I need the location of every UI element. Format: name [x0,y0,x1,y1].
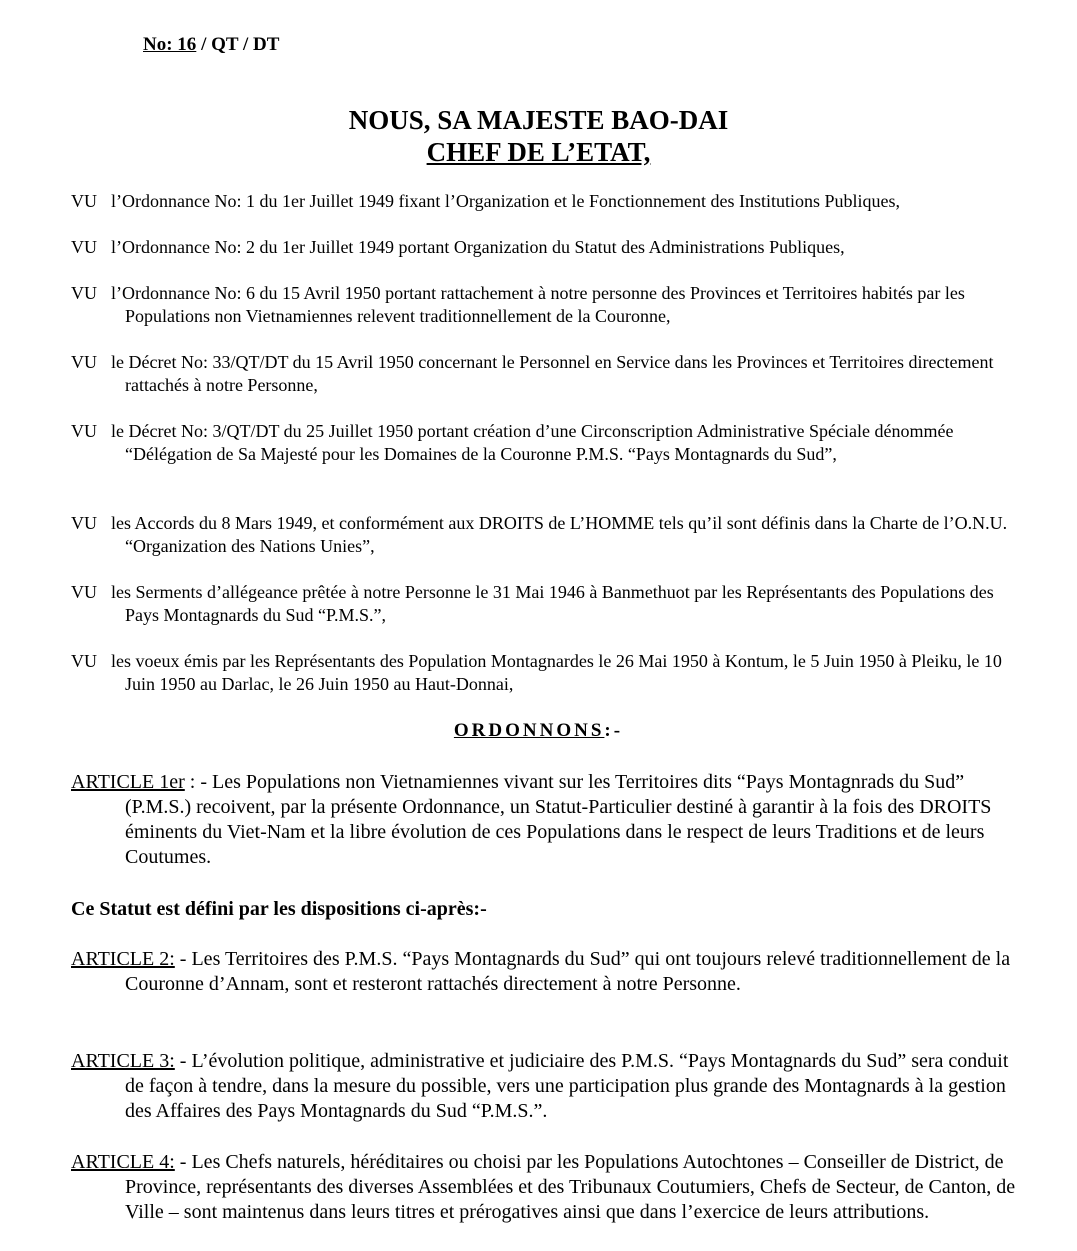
decree-reference [143,34,279,56]
article-label: ARTICLE 4: [71,1151,175,1173]
vu-item [71,236,1031,259]
vu-keyword: VU [71,191,97,211]
article-4 [71,1150,1016,1225]
vu-keyword: VU [71,421,97,441]
article-3 [71,1049,1016,1124]
vu-item [71,420,1031,466]
vu-text: les Serments d’allégeance prêtée à notre Personne le 31 Mai 1946 à Banmethuot par les Représentants des Populations des Pays Montagnards du Sud “P.M.S.”, [111,582,994,625]
article-1 [71,770,1016,870]
vu-text: le Décret No: 33/QT/DT du 15 Avril 1950 concernant le Personnel en Service dans les Provinces et Territoires directement rattachés à notre Personne, [111,352,994,395]
statut-heading: Ce Statut est défini par les dispositions ci-après:- [71,898,487,920]
article-label: ARTICLE 2: [71,948,175,970]
vu-keyword: VU [71,283,97,303]
ordonnons-label: ORDONNONS [453,720,605,741]
article-text: L’évolution politique, administrative et judiciaire des P.M.S. “Pays Montagnards du Sud” sera conduit de façon à tendre, dans la mesure du possible, vers une participation plus grande des Montagnards à la gestion des Affaires des Pays Montagnards du Sud “P.M.S.”. [125,1050,1009,1122]
vu-item [71,650,1031,696]
article-separator: - [174,1050,192,1072]
decree-number: No: 16 [143,34,197,55]
vu-item [71,282,1031,328]
vu-text: l’Ordonnance No: 6 du 15 Avril 1950 portant rattachement à notre personne des Provinces et Territoires habités par les Populations non Vietnamiennes relevent traditionnellement de la Couronne, [111,283,965,326]
vu-keyword: VU [71,237,97,257]
article-text: Les Territoires des P.M.S. “Pays Montagnards du Sud” qui ont toujours relevé traditionnellement de la Couronne d’Annam, sont et resteront rattachés directement à notre Personne. [125,948,1011,995]
article-2 [71,947,1016,997]
article-text: Les Populations non Vietnamiennes vivant sur les Territoires dits “Pays Montagnrads du Sud” (P.M.S.) recoivent, par la présente Ordonnance, un Statut-Particulier destiné à garantir à la fois des DROITS éminents du Viet-Nam et la libre évolution de ces Populations dans le respect de leurs Traditions et de leurs Coutumes. [125,771,992,868]
decree-code: / QT / DT [196,34,280,55]
article-label: ARTICLE 1er [71,771,185,793]
vu-keyword: VU [71,513,97,533]
article-text: Les Chefs naturels, héréditaires ou choisi par les Populations Autochtones – Conseiller de District, de Province, représentants des diverses Assemblées et des Tribunaux Coutumiers, Chefs de Secteur, de Canton, de Ville – sont maintenus dans leurs titres et prérogatives ainsi que dans l’exercice de leurs attributions. [125,1151,1016,1223]
article-label: ARTICLE 3: [71,1050,175,1072]
vu-item [71,190,1031,213]
vu-keyword: VU [71,582,97,602]
ordonnons-heading [0,720,1077,742]
vu-text: l’Ordonnance No: 1 du 1er Juillet 1949 fixant l’Organization et le Fonctionnement des Institutions Publiques, [111,191,901,211]
vu-keyword: VU [71,352,97,372]
vu-text: les voeux émis par les Représentants des Population Montagnardes le 26 Mai 1950 à Kontum, le 5 Juin 1950 à Pleiku, le 10 Juin 1950 au Darlac, le 26 Juin 1950 au Haut-Donnai, [111,651,1002,694]
vu-text: les Accords du 8 Mars 1949, et conformément aux DROITS de L’HOMME tels qu’il sont définis dans la Charte de l’O.N.U. “Organization des Nations Unies”, [111,513,1008,556]
ordonnons-suffix: :- [604,720,624,741]
article-separator: : - [184,771,212,793]
title-line-2: CHEF DE L’ETAT, [426,137,651,167]
vu-text: l’Ordonnance No: 2 du 1er Juillet 1949 portant Organization du Statut des Administrations Publiques, [111,237,845,257]
vu-item [71,512,1031,558]
title-line-1: NOUS, SA MAJESTE BAO-DAI [348,105,729,135]
vu-keyword: VU [71,651,97,671]
vu-item [71,351,1031,397]
article-separator: - [174,1151,192,1173]
article-separator: - [174,948,192,970]
vu-item [71,581,1031,627]
vu-text: le Décret No: 3/QT/DT du 25 Juillet 1950 portant création d’une Circonscription Administrative Spéciale dénommée “Délégation de Sa Majesté pour les Domaines de la Couronne P.M.S. “Pays Montagnards du Sud”, [111,421,954,464]
